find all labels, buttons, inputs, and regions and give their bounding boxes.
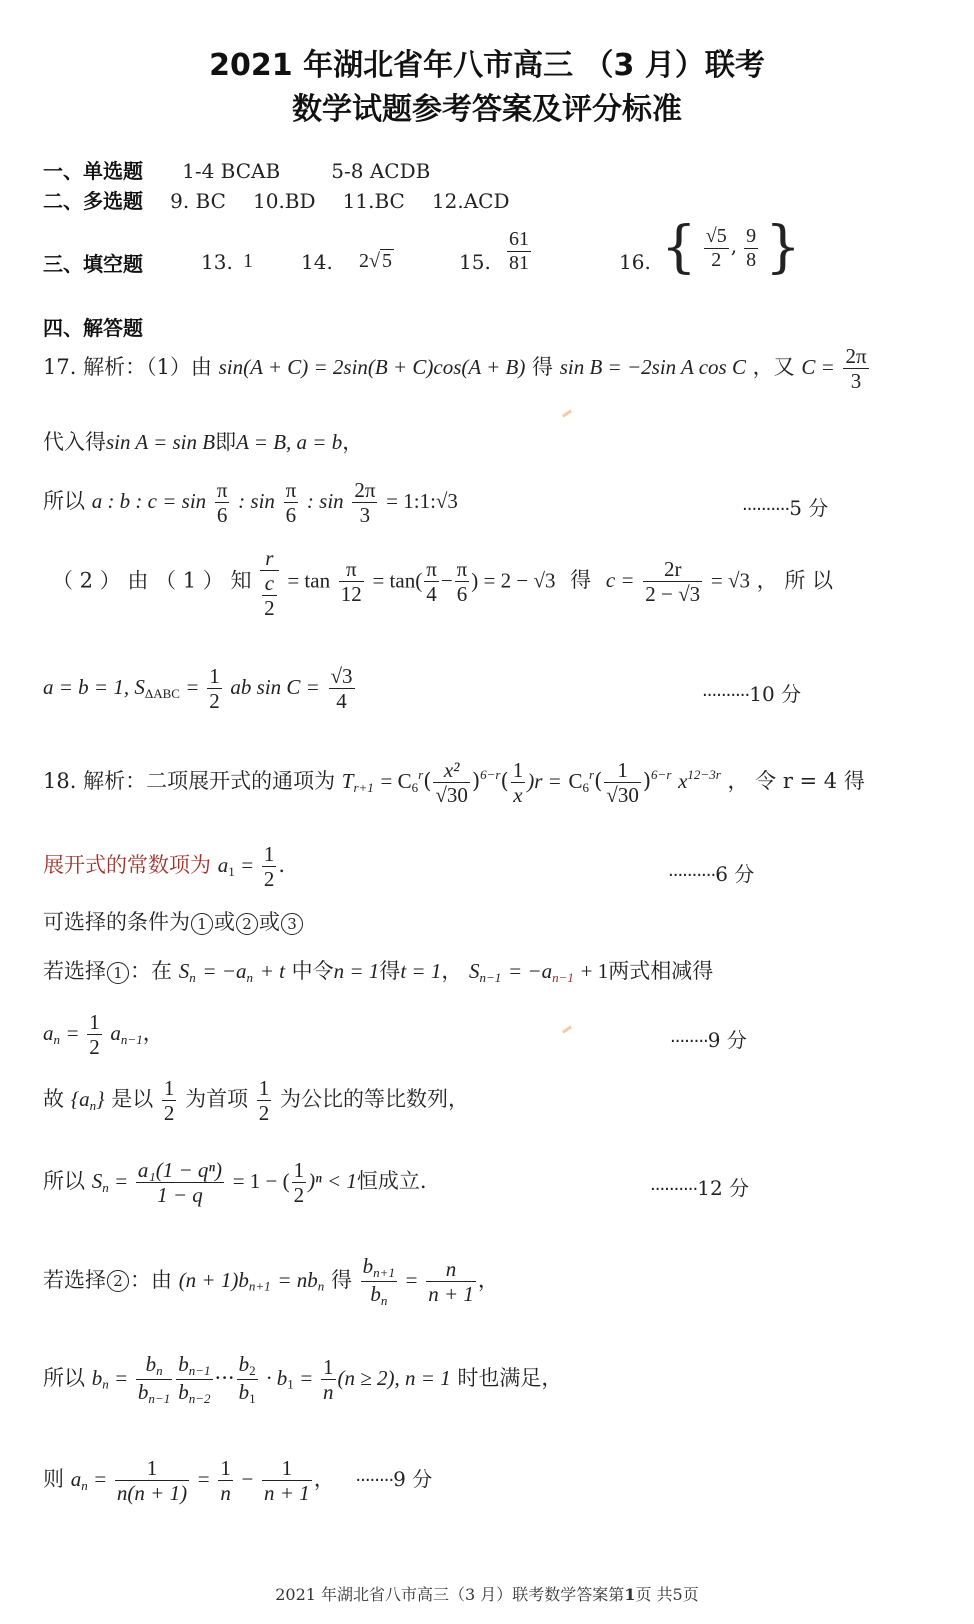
- pen-mark: [562, 1025, 572, 1033]
- q14-label: 14.: [301, 250, 333, 274]
- section-single-choice: [43, 155, 430, 184]
- title-line-2: 数学试题参考答案及评分标准: [292, 92, 682, 127]
- p18-line-9: 所以 $b_n$ = $\frac{b_n}{b_{n-1}}$ $\frac{b_{n-1}}{b_{n-2}}$ ··· $\frac{b_2}{b_1}$ · $b_1$ = $\frac{1}{n}$ (n ≥ 2), n = 1 时也满足，: [43, 1352, 563, 1406]
- answer-5-8: 5-8 ACDB: [331, 159, 431, 183]
- q15-label: 15.: [459, 250, 491, 274]
- answer-9: 9. BC: [170, 189, 226, 213]
- p18-line-6: 故 $\{a_n\}$ 是以 $\frac{1}{2}$ 为首项 $\frac{1}{2}$ 为公比的等比数列，: [43, 1076, 469, 1126]
- p18-line-1: 18. 解析：二项展开式的通项为 $T_{r+1} = C_6^r$( $\frac{\text{x²}}{√30}$ )$^{6-r}$( $\frac{1}{x}$ )$r = C_6^r$( $\frac{1}{√30}$ )$^{6-r}$ $x^{12-3r}$ ， 令 r = 4 得: [43, 758, 865, 808]
- answer-12: 12.ACD: [431, 189, 510, 213]
- p18-line-4: 若选择 1 ：在 $S_n = -a_n + t$ 中令n = 1得t = 1， $S_{n-1} = -a_{n-1} + 1$两式相减得: [43, 959, 714, 985]
- page-footer: 2021 年湖北省八市高三（3 月）联考数学答案第1页 共5页: [275, 1585, 699, 1604]
- score-5: ··········5 分: [742, 496, 829, 520]
- score-12: ··········12 分: [650, 1176, 750, 1200]
- left-brace: {: [661, 215, 697, 280]
- p18-line-8: 若选择 2 ：由 $(n + 1)b_{n+1} = nb_n$ 得 $\frac{b_{n+1}}{b_n}$ = $\frac{n}{n + 1}$ ，: [43, 1254, 499, 1308]
- title-line-1: 2021 年湖北省年八市高三 （3 月）联考: [209, 48, 765, 83]
- frac-r-over-c2: r c 2: [260, 546, 279, 620]
- p18-line-3: 可选择的条件为 1 或 2 或 3: [43, 906, 304, 936]
- section-label: 一、单选题: [43, 159, 143, 183]
- p18-line-2: 展开式的常数项为 $a_1$ = $\frac{1}{2}$ .: [43, 842, 286, 892]
- p18-line-10: 则 $a_n$ = $\frac{1}{n(n + 1)}$ = $\frac{1}{n}$ − $\frac{1}{n + 1}$ ， ········9 分: [43, 1456, 433, 1506]
- p17-line-3: 所以 a : b : c = sin $\frac{\pi}{6}$ : sin $\frac{\pi}{6}$ : sin $\frac{2\pi}{3}$ = 1:1:√3: [43, 478, 458, 528]
- score-9a: ········9 分: [670, 1028, 747, 1052]
- q16-fraction-1: $\frac{√5}{2}$: [705, 224, 727, 271]
- answer-10: 10.BD: [253, 189, 316, 213]
- p17-line-4: （ 2 ） 由 （ 1 ） 知 r c 2 = tan $\frac{\pi}{12}$ = tan( $\frac{\pi}{4}$ − $\frac{\pi}{6}$ ) = 2 − √3 得 c = $\frac{2r}{2 - √3}$ = √3 ， 所 以: [52, 546, 834, 621]
- q13-answer: 1: [243, 250, 253, 272]
- p18-line-5: $a_n$ = $\frac{1}{2}$ $a_{n-1}$，: [43, 1010, 164, 1060]
- section-multi-choice: [43, 185, 510, 214]
- pen-mark: [562, 409, 572, 417]
- q14-answer: 2√ 5: [359, 250, 392, 272]
- q16-label: 16.: [619, 250, 651, 274]
- q16-answer: { $\frac{√5}{2}$ , $\frac{9}{8}$ }: [661, 215, 801, 280]
- answer-11: 11.BC: [342, 189, 405, 213]
- q13-label: 13.: [201, 250, 233, 274]
- p17-line-5: a = b = 1, $S_{\Delta ABC}$ = $\frac{1}{2}$ ab sin C = $\frac{√3}{4}$: [43, 664, 353, 714]
- frac-2pi-3: $\frac{2\pi}{3}$: [845, 344, 867, 394]
- answer-1-4: 1-4 BCAB: [182, 159, 281, 183]
- p17-line-2: 代入得sin A = sin B即A = B, a = b，: [43, 430, 364, 454]
- p18-line-7: 所以 $S_n$ = $\frac{\text{a₁(1 − qⁿ)}}{1 - q}$ = 1 − ( $\frac{1}{2}$ )ⁿ < 1恒成立.: [43, 1158, 427, 1208]
- section-label: 三、填空题: [43, 252, 143, 276]
- score-6: ··········6 分: [668, 862, 755, 886]
- p17-line-1: 17. 解析：（1）由 sin(A + C) = 2sin(B + C)cos(A + B) 得 sin B = −2sin A cos C ，又 C = $\frac{2\pi}{3}$: [43, 344, 867, 394]
- right-brace: }: [765, 215, 801, 280]
- section-label: 二、多选题: [43, 189, 143, 213]
- section-free-response: 四、解答题: [43, 316, 143, 340]
- q15-answer: $\frac{61}{81}$: [509, 228, 529, 274]
- score-10: ··········10 分: [702, 682, 802, 706]
- q16-fraction-2: $\frac{9}{8}$: [746, 224, 757, 271]
